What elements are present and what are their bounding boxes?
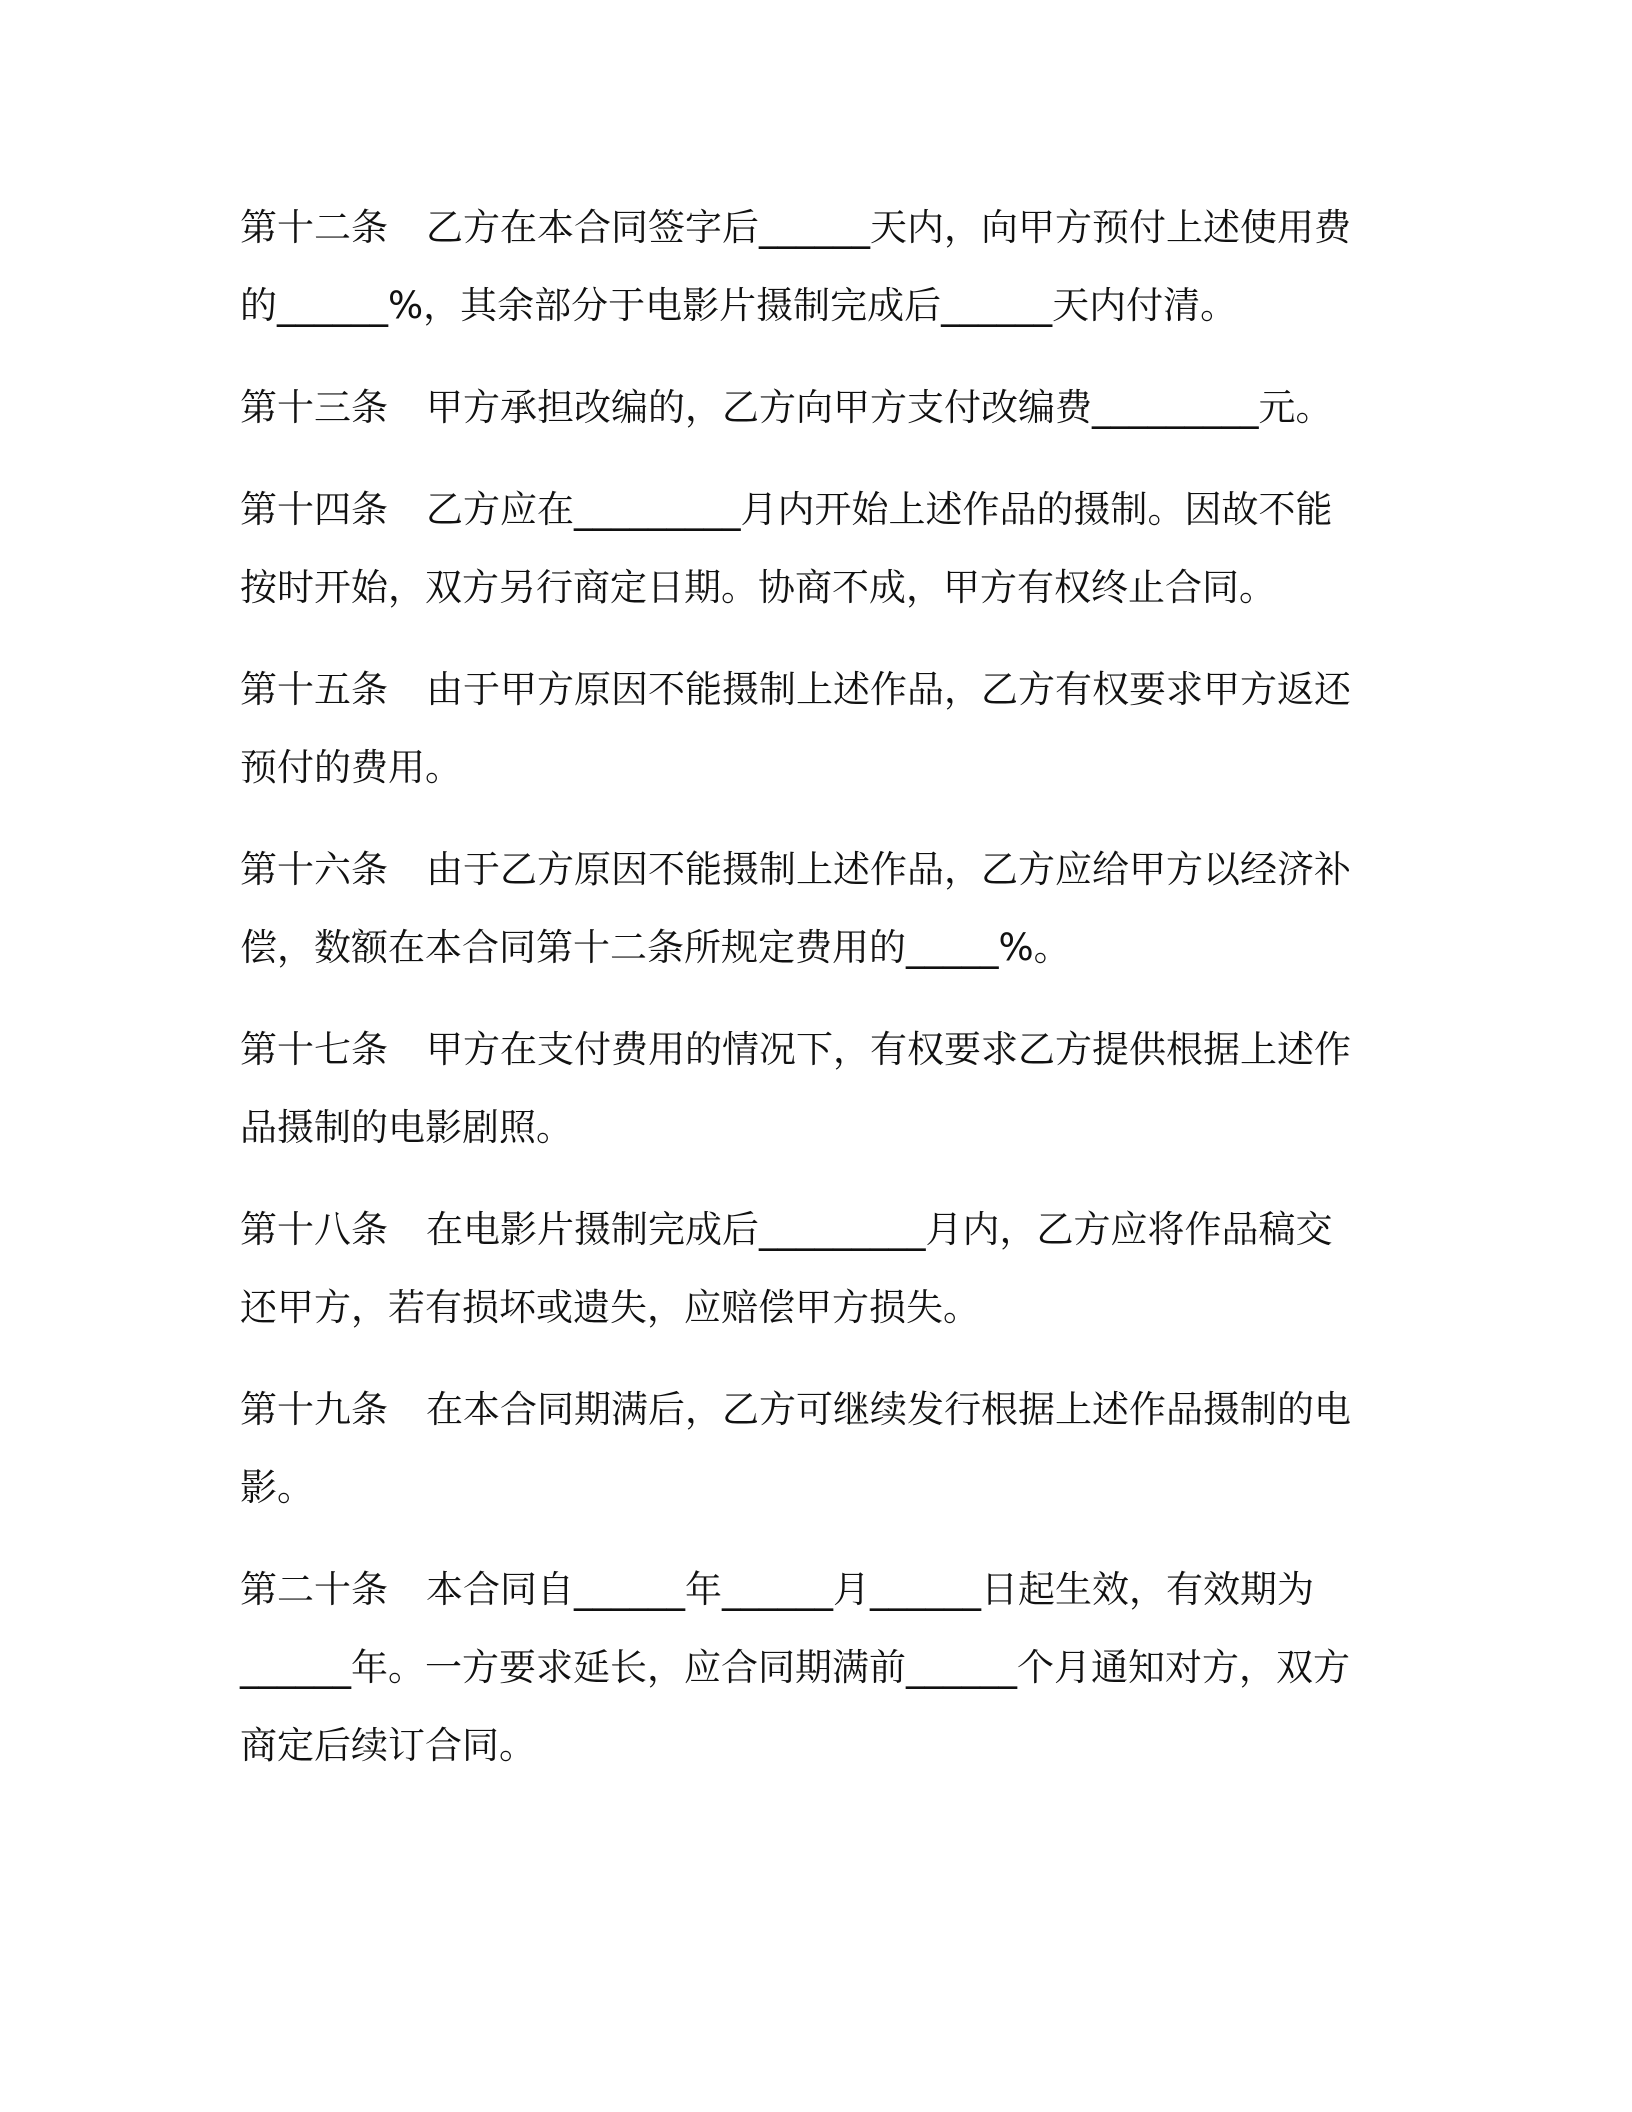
- clause-19: [240, 1371, 1410, 1527]
- clause-text: 乙方应在_________月内开始上述作品的摄制。因故不能: [426, 488, 1333, 531]
- clause-number: 第二十条: [240, 1568, 388, 1611]
- clause-12: [240, 189, 1410, 345]
- clause-number: 第十二条: [240, 206, 388, 249]
- clause-number: 第十七条: [240, 1028, 388, 1071]
- contract-body: [240, 189, 1410, 1809]
- clause-text: 按时开始，双方另行商定日期。协商不成，甲方有权终止合同。: [240, 566, 1276, 609]
- clause-number: 第十九条: [240, 1388, 388, 1431]
- clause-line: [240, 369, 1410, 447]
- clause-number: 第十八条: [240, 1208, 388, 1251]
- clause-line: [240, 471, 1410, 549]
- clause-number: 第十六条: [240, 848, 388, 891]
- clause-line: [240, 1371, 1410, 1449]
- clause-text: 在电影片摄制完成后_________月内，乙方应将作品稿交: [426, 1208, 1333, 1251]
- clause-text: 由于甲方原因不能摄制上述作品，乙方有权要求甲方返还: [426, 668, 1351, 711]
- clause-text: 在本合同期满后，乙方可继续发行根据上述作品摄制的电: [426, 1388, 1351, 1431]
- clause-line: [240, 651, 1410, 729]
- clause-line: [240, 1011, 1410, 1089]
- clause-17: [240, 1011, 1410, 1167]
- clause-line: [240, 831, 1410, 909]
- clause-text: 偿，数额在本合同第十二条所规定费用的_____%。: [240, 926, 1071, 969]
- clause-line: [240, 189, 1410, 267]
- clause-number: 第十三条: [240, 386, 388, 429]
- clause-16: [240, 831, 1410, 987]
- clause-text: 品摄制的电影剧照。: [240, 1106, 573, 1149]
- clause-20: [240, 1551, 1410, 1785]
- clause-15: [240, 651, 1410, 807]
- clause-13: [240, 369, 1410, 447]
- clause-number: 第十五条: [240, 668, 388, 711]
- clause-text: 甲方在支付费用的情况下，有权要求乙方提供根据上述作: [426, 1028, 1351, 1071]
- clause-text: 本合同自______年______月______日起生效，有效期为: [426, 1568, 1314, 1611]
- clause-text: 由于乙方原因不能摄制上述作品，乙方应给甲方以经济补: [426, 848, 1351, 891]
- clause-line: [240, 1191, 1410, 1269]
- clause-text: 乙方在本合同签字后______天内，向甲方预付上述使用费: [426, 206, 1351, 249]
- clause-14: [240, 471, 1410, 627]
- clause-text: 的______%，其余部分于电影片摄制完成后______天内付清。: [240, 284, 1238, 327]
- clause-text: 甲方承担改编的，乙方向甲方支付改编费_________元。: [426, 386, 1333, 429]
- clause-text: 影。: [240, 1466, 314, 1509]
- clause-text: 商定后续订合同。: [240, 1724, 536, 1767]
- clause-text: 还甲方，若有损坏或遗失，应赔偿甲方损失。: [240, 1286, 980, 1329]
- clause-number: 第十四条: [240, 488, 388, 531]
- clause-line: [240, 1551, 1410, 1629]
- clause-text: 预付的费用。: [240, 746, 462, 789]
- clause-text: ______年。一方要求延长，应合同期满前______个月通知对方，双方: [240, 1646, 1350, 1689]
- clause-18: [240, 1191, 1410, 1347]
